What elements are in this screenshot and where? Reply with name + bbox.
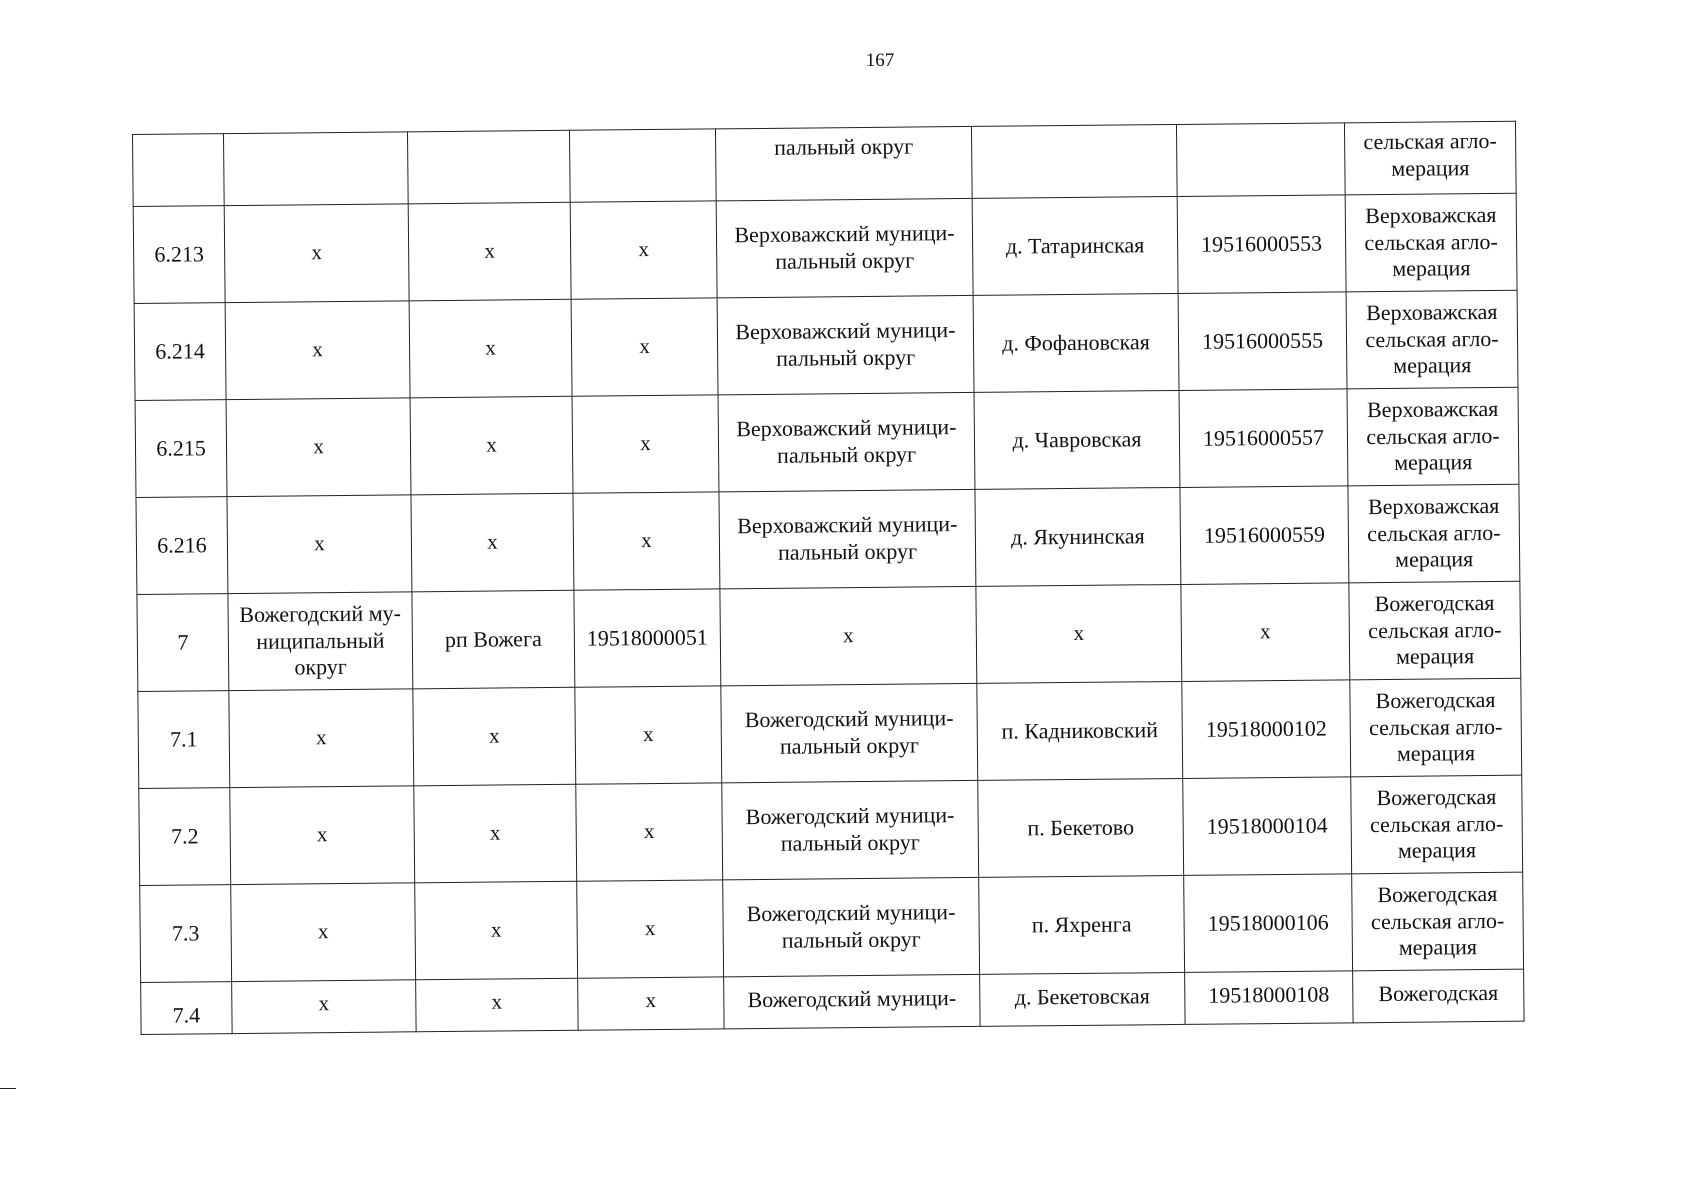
cell-agglomeration: Верховажская сельская агло- мерация <box>1348 484 1520 583</box>
cell-center-code: х <box>575 686 722 784</box>
cell-agglomeration: Вожегодская сельская агло- мерация <box>1349 581 1521 680</box>
settlements-table <box>132 121 1525 1035</box>
cell-municipality: Вожегодский муници- пальный округ <box>722 780 979 879</box>
cell-municipality: Верховажский муници- пальный округ <box>716 198 973 297</box>
cell-center <box>407 130 570 204</box>
table-row <box>136 484 1520 594</box>
cell-oktmo: 19516000555 <box>1178 292 1347 391</box>
cell-agglomeration: Верховажская сельская агло- мерация <box>1346 290 1518 389</box>
cell-number: 7.4 <box>141 982 232 1035</box>
table-row <box>133 193 1517 303</box>
cell-oktmo: 19518000104 <box>1183 777 1352 876</box>
cell-oktmo: 19518000102 <box>1182 680 1351 779</box>
cell-district: х <box>229 689 414 788</box>
cell-district: х <box>232 980 416 1034</box>
cell-number: 6.213 <box>133 206 225 304</box>
cell-center: х <box>410 396 573 495</box>
cell-agglomeration: Верховажская сельская агло- мерация <box>1347 387 1519 486</box>
cell-oktmo <box>1176 123 1345 197</box>
cell-agglomeration: сельская агло- мерация <box>1344 121 1516 195</box>
table-row <box>138 678 1522 788</box>
cell-number: 7.3 <box>140 885 232 983</box>
cell-oktmo: 19516000553 <box>1177 195 1346 294</box>
cell-settlement: х <box>976 584 1182 683</box>
cell-settlement: п. Яхренга <box>979 875 1185 974</box>
cell-center-code: х <box>571 298 718 396</box>
cell-center-code: х <box>577 880 724 978</box>
cell-center-code: 19518000051 <box>574 589 721 687</box>
margin-mark <box>0 1088 16 1089</box>
table-row <box>140 872 1524 982</box>
cell-municipality: х <box>720 586 977 685</box>
cell-district: х <box>230 786 415 885</box>
cell-agglomeration: Вожегодская сельская агло- мерация <box>1351 775 1523 874</box>
cell-oktmo: х <box>1181 583 1350 682</box>
cell-municipality: Верховажский муници- пальный округ <box>718 392 975 491</box>
cell-number: 6.216 <box>136 497 228 595</box>
table-row <box>134 290 1518 400</box>
cell-center-code: х <box>576 783 723 881</box>
cell-settlement: д. Чавровская <box>974 390 1180 489</box>
cell-municipality: Вожегодский муници- пальный округ <box>723 877 980 976</box>
cell-center: х <box>414 784 577 883</box>
cell-center: х <box>416 978 578 1032</box>
cell-center-code: х <box>572 395 719 493</box>
cell-oktmo: 19518000106 <box>1184 874 1353 973</box>
cell-settlement: д. Бекетовская <box>980 972 1185 1026</box>
cell-oktmo: 19518000108 <box>1185 971 1353 1025</box>
cell-settlement: д. Татаринская <box>972 196 1178 295</box>
cell-center-code: х <box>573 492 720 590</box>
table-row <box>135 387 1519 497</box>
cell-oktmo: 19516000557 <box>1179 389 1348 488</box>
cell-number: 6.215 <box>135 400 227 498</box>
cell-center: рп Вожега <box>412 590 575 689</box>
table-row <box>137 581 1521 691</box>
cell-district: х <box>231 883 416 982</box>
cell-municipality: Вожегодский муници- <box>724 974 980 1028</box>
cell-district: х <box>227 495 412 594</box>
cell-settlement: д. Фофановская <box>973 293 1179 392</box>
cell-center: х <box>408 202 571 301</box>
cell-number: 7.2 <box>139 788 231 886</box>
table-row <box>139 775 1523 885</box>
cell-center: х <box>413 687 576 786</box>
cell-center: х <box>415 881 578 980</box>
cell-agglomeration: Верховажская сельская агло- мерация <box>1345 193 1517 292</box>
cell-center: х <box>409 299 572 398</box>
cell-settlement <box>971 124 1177 198</box>
cell-municipality: пальный округ <box>715 126 972 200</box>
cell-district: х <box>226 398 411 497</box>
cell-agglomeration: Вожегодская сельская агло- мерация <box>1350 678 1522 777</box>
cell-district: Вожегодский му- ниципальный округ <box>228 592 413 691</box>
table-row-continued <box>133 121 1517 206</box>
cell-center: х <box>411 493 574 592</box>
table-body <box>133 121 1525 1034</box>
cell-center-code: х <box>578 977 724 1030</box>
cell-municipality: Верховажский муници- пальный округ <box>719 489 976 588</box>
cell-district: х <box>224 204 409 303</box>
cell-oktmo: 19516000559 <box>1180 486 1349 585</box>
cell-number: 7 <box>137 594 229 692</box>
cell-settlement: п. Кадниковский <box>977 681 1183 780</box>
cell-center-code <box>569 129 716 202</box>
table-container <box>132 121 1525 1035</box>
cell-number <box>133 134 225 207</box>
cell-district <box>224 132 409 206</box>
cell-settlement: д. Якунинская <box>975 487 1181 586</box>
cell-center-code: х <box>570 201 717 299</box>
cell-number: 6.214 <box>134 303 226 401</box>
cell-municipality: Верховажский муници- пальный округ <box>717 295 974 394</box>
cell-district: х <box>225 301 410 400</box>
page-number: 167 <box>865 50 895 71</box>
cell-settlement: п. Бекетово <box>978 778 1184 877</box>
cell-municipality: Вожегодский муници- пальный округ <box>721 683 978 782</box>
cell-agglomeration: Вожегодская сельская агло- мерация <box>1352 872 1524 971</box>
cell-agglomeration: Вожегодская <box>1353 969 1524 1023</box>
cell-number: 7.1 <box>138 691 230 789</box>
